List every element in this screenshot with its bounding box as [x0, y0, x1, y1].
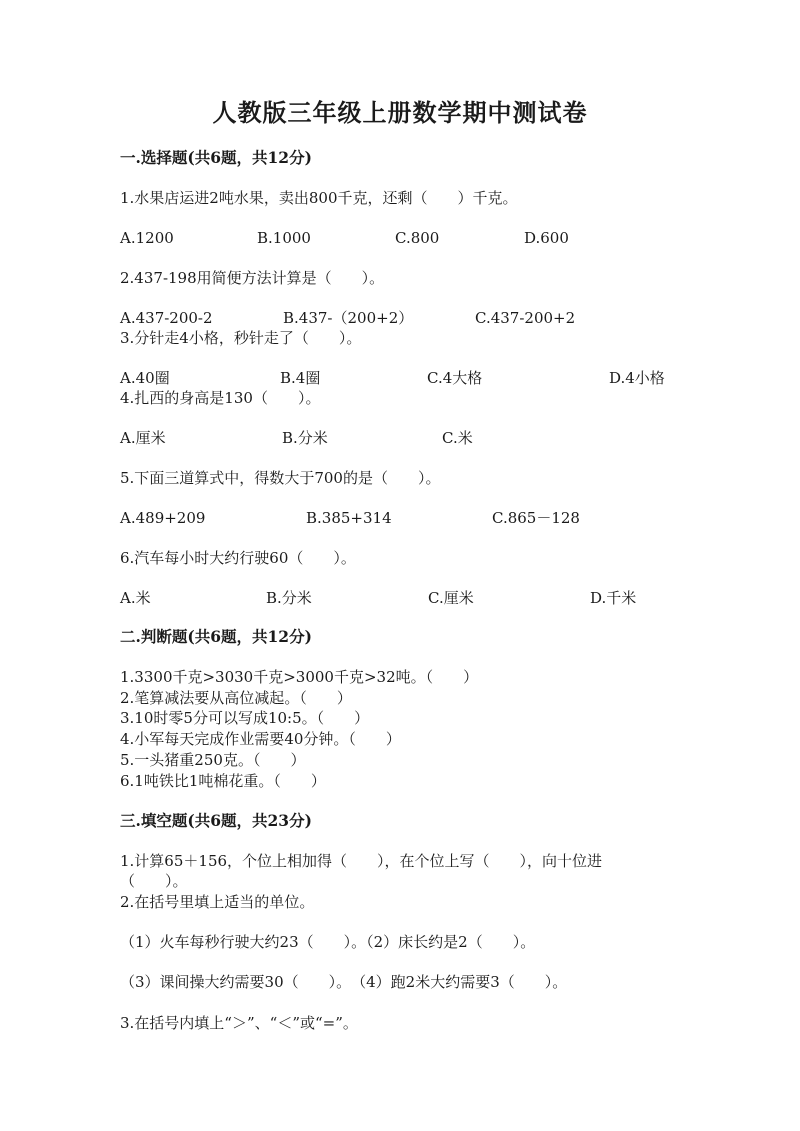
question-stem: 6.汽车每小时大约行驶60（ ）。 — [120, 549, 356, 567]
option-a: A.489+209 — [120, 509, 206, 527]
option-b: B.4圈 — [280, 369, 321, 387]
fill-question-3: 3.在括号内填上“＞”、“＜”或“=”。 — [120, 1014, 358, 1032]
section-heading-fill-in: 三.填空题(共6题，共23分) — [120, 811, 312, 830]
option-d: D.4小格 — [609, 369, 665, 387]
fill-question-2-part-a: （1）火车每秒行驶大约23（ ）。（2）床长约是2（ ）。 — [120, 933, 536, 951]
question-stem: 5.下面三道算式中，得数大于700的是（ ）。 — [120, 469, 441, 487]
question-stem: 2.437-198用简便方法计算是（ ）。 — [120, 269, 385, 287]
judgement-item: 1.3300千克>3030千克>3000千克>32吨。（ ） — [120, 668, 479, 686]
option-a: A.米 — [120, 589, 151, 607]
question-stem: 3.分针走4小格，秒针走了（ ）。 — [120, 329, 362, 347]
section-heading-choice: 一.选择题(共6题，共12分) — [120, 148, 312, 167]
option-c: C.米 — [442, 429, 473, 447]
option-b: B.1000 — [257, 229, 311, 247]
option-c: C.4大格 — [427, 369, 483, 387]
option-c: C.437-200+2 — [475, 309, 576, 327]
judgement-item: 3.10时零5分可以写成10:5。（ ） — [120, 709, 370, 727]
option-d: D.千米 — [590, 589, 637, 607]
question-stem: 4.扎西的身高是130（ ）。 — [120, 389, 321, 407]
option-b: B.385+314 — [306, 509, 392, 527]
option-b: B.437-（200+2） — [283, 309, 414, 327]
option-b: B.分米 — [266, 589, 312, 607]
option-a: A.厘米 — [120, 429, 166, 447]
option-d: D.600 — [524, 229, 569, 247]
option-a: A.40圈 — [120, 369, 170, 387]
fill-question-1-cont: （ ）。 — [120, 872, 188, 890]
page-title: 人教版三年级上册数学期中测试卷 — [212, 98, 588, 127]
judgement-item: 5.一头猪重250克。（ ） — [120, 751, 306, 769]
fill-question-1: 1.计算65＋156，个位上相加得（ ），在个位上写（ ），向十位进 — [120, 852, 603, 870]
option-c: C.800 — [395, 229, 440, 247]
option-b: B.分米 — [282, 429, 328, 447]
judgement-item: 2.笔算减法要从高位减起。（ ） — [120, 689, 352, 707]
fill-question-2-part-b: （3）课间操大约需要30（ ）。 （4）跑2米大约需要3（ ）。 — [120, 973, 568, 991]
option-a: A.1200 — [120, 229, 174, 247]
fill-question-2: 2.在括号里填上适当的单位。 — [120, 893, 315, 911]
option-c: C.厘米 — [428, 589, 474, 607]
question-stem: 1.水果店运进2吨水果，卖出800千克，还剩（ ）千克。 — [120, 189, 518, 207]
option-c: C.865－128 — [492, 509, 580, 527]
judgement-item: 4.小军每天完成作业需要40分钟。（ ） — [120, 730, 401, 748]
judgement-item: 6.1吨铁比1吨棉花重。（ ） — [120, 772, 326, 790]
option-a: A.437-200-2 — [120, 309, 213, 327]
section-heading-judgement: 二.判断题(共6题，共12分) — [120, 627, 312, 646]
